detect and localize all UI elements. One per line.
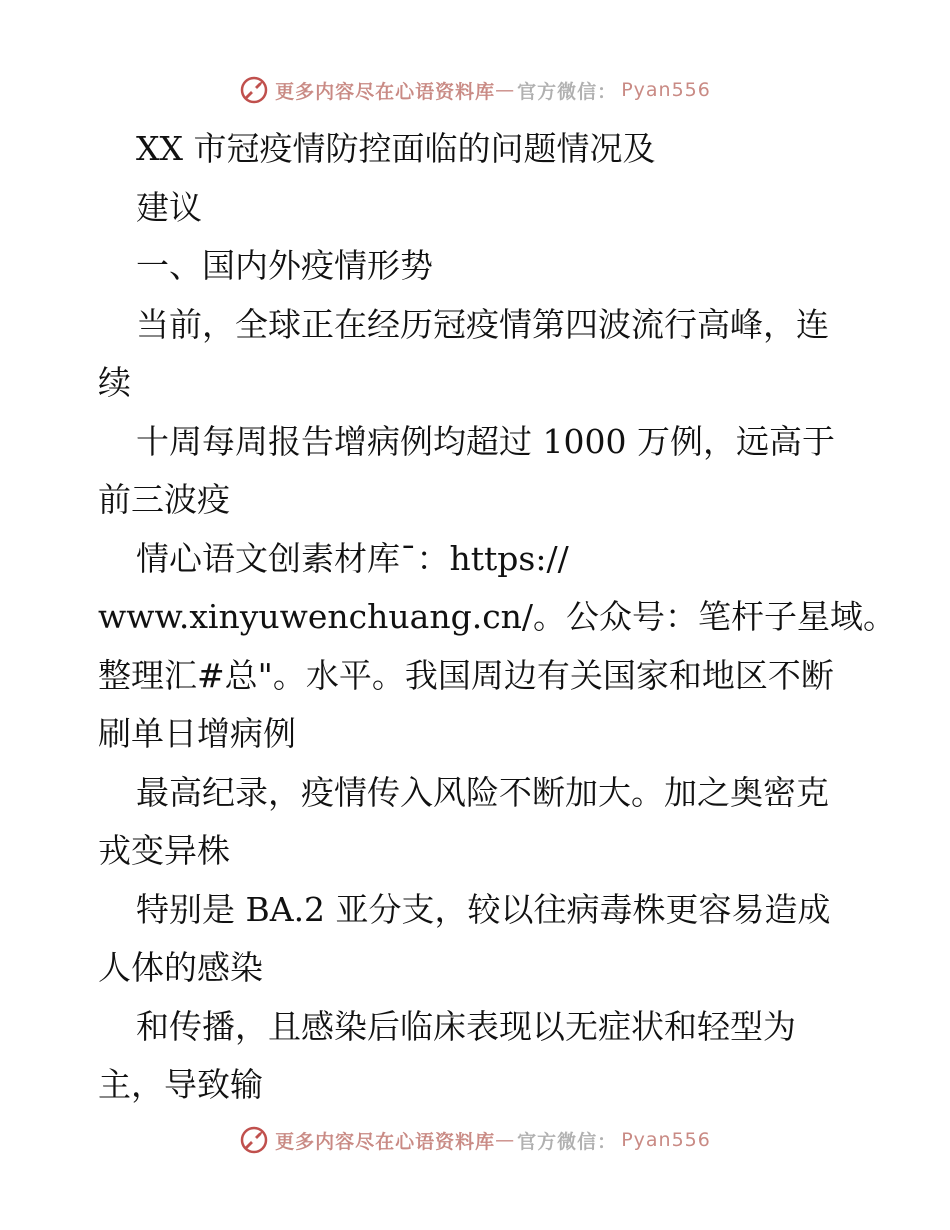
paragraph-line: 戎变异株 xyxy=(98,831,230,870)
footer-watermark-banner xyxy=(0,1120,950,1160)
paragraph-line: 特别是 BA.2 亚分支，较以往病毒株更容易造成 xyxy=(136,889,831,929)
document-title: XX 市冠疫情防控面临的问题情况及 xyxy=(136,129,656,168)
header-watermark-banner xyxy=(0,70,950,110)
paragraph-line: 人体的感染 xyxy=(98,948,263,987)
paragraph-line: 和传播，且感染后临床表现以无症状和轻型为 xyxy=(136,1006,796,1046)
banner-official-label: 官方微信： xyxy=(517,80,618,103)
paragraph-line-url: www.xinyuwenchuang.cn/。公众号：笔杆子星域。 xyxy=(98,597,897,636)
paragraph-line: 刷单日增病例 xyxy=(98,714,296,753)
paragraph-line: 十周每周报告增病例均超过 1000 万例，远高于 xyxy=(136,421,835,461)
paragraph-line: 续 xyxy=(98,363,131,402)
banner-dash: — xyxy=(495,1129,516,1151)
banner-dash: — xyxy=(495,79,516,101)
paragraph-line: 最高纪录，疫情传入风险不断加大。加之奥密克 xyxy=(136,772,829,812)
banner-text: 更多内容尽在心语资料库 xyxy=(275,1130,496,1153)
banner-text: 更多内容尽在心语资料库 xyxy=(275,80,496,103)
banner-wechat-id: Pyan556 xyxy=(621,79,711,101)
quill-logo-icon xyxy=(239,1125,269,1155)
document-title-continuation: 建议 xyxy=(136,187,202,227)
paragraph-line: 整理汇#总"。水平。我国周边有关国家和地区不断 xyxy=(98,655,834,695)
quill-logo-icon xyxy=(239,75,269,105)
paragraph-line: 当前，全球正在经历冠疫情第四波流行高峰，连 xyxy=(136,304,829,344)
section-heading: 一、国内外疫情形势 xyxy=(136,246,433,285)
banner-wechat-id: Pyan556 xyxy=(621,1129,711,1151)
document-body xyxy=(98,120,897,1115)
paragraph-line: 前三波疫 xyxy=(98,480,230,519)
paragraph-line: 主，导致输 xyxy=(98,1065,263,1104)
banner-official-label: 官方微信： xyxy=(517,1130,618,1153)
paragraph-line: 情心语文创素材库¯：https:// xyxy=(136,538,569,578)
